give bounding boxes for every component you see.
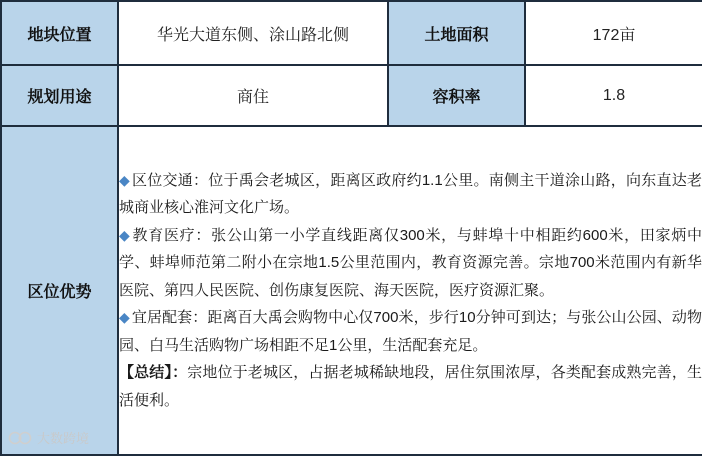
text-transport: 区位交通：位于禹会老城区，距离区政府约1.1公里。南侧主干道涂山路，向东直达老城商业核心淮河文化广场。 <box>119 171 702 217</box>
diamond-icon: ◆ <box>119 171 131 188</box>
paragraph-summary <box>119 359 702 414</box>
diamond-icon: ◆ <box>119 226 131 243</box>
row-usage <box>1 65 702 126</box>
text-living: 宜居配套：距离百大禹会购物中心仅700米，步行10分钟可到达；与张公山公园、动物园、白马生活购物广场相距不足1公里，生活配套充足。 <box>119 309 702 354</box>
label-location: 地块位置 <box>1 1 118 65</box>
paragraph-education <box>119 222 702 305</box>
diamond-icon: ◆ <box>119 309 130 326</box>
text-education: 教育医疗：张公山第一小学直线距离仅300米，与蚌埠十中相距约600米，田家炳中学、蚌埠师范第二附小在宗地1.5公里范围内，教育资源完善。宗地700米范围内有新华医院、第四人民医院、创伤康复医院、海天医院，医疗资源汇聚。 <box>119 226 702 299</box>
watermark-text: 大数跨境 <box>37 431 90 446</box>
value-location: 华光大道东侧、涂山路北侧 <box>118 1 388 65</box>
label-far: 容积率 <box>388 65 525 126</box>
label-usage: 规划用途 <box>1 65 118 126</box>
summary-label: 【总结】： <box>119 364 188 382</box>
text-summary: 宗地位于老城区，占据老城稀缺地段，居住氛围浓厚，各类配套成熟完善，生活便利。 <box>119 364 702 409</box>
advantages-content <box>118 126 702 455</box>
value-far: 1.8 <box>525 65 702 126</box>
row-advantages <box>1 126 702 455</box>
value-area: 172亩 <box>525 1 702 65</box>
paragraph-transport <box>119 167 702 222</box>
value-usage: 商住 <box>118 65 388 126</box>
label-area: 土地面积 <box>388 1 525 65</box>
paragraph-living <box>119 304 702 359</box>
row-location <box>1 1 702 65</box>
label-advantages: 区位优势 <box>1 126 118 455</box>
